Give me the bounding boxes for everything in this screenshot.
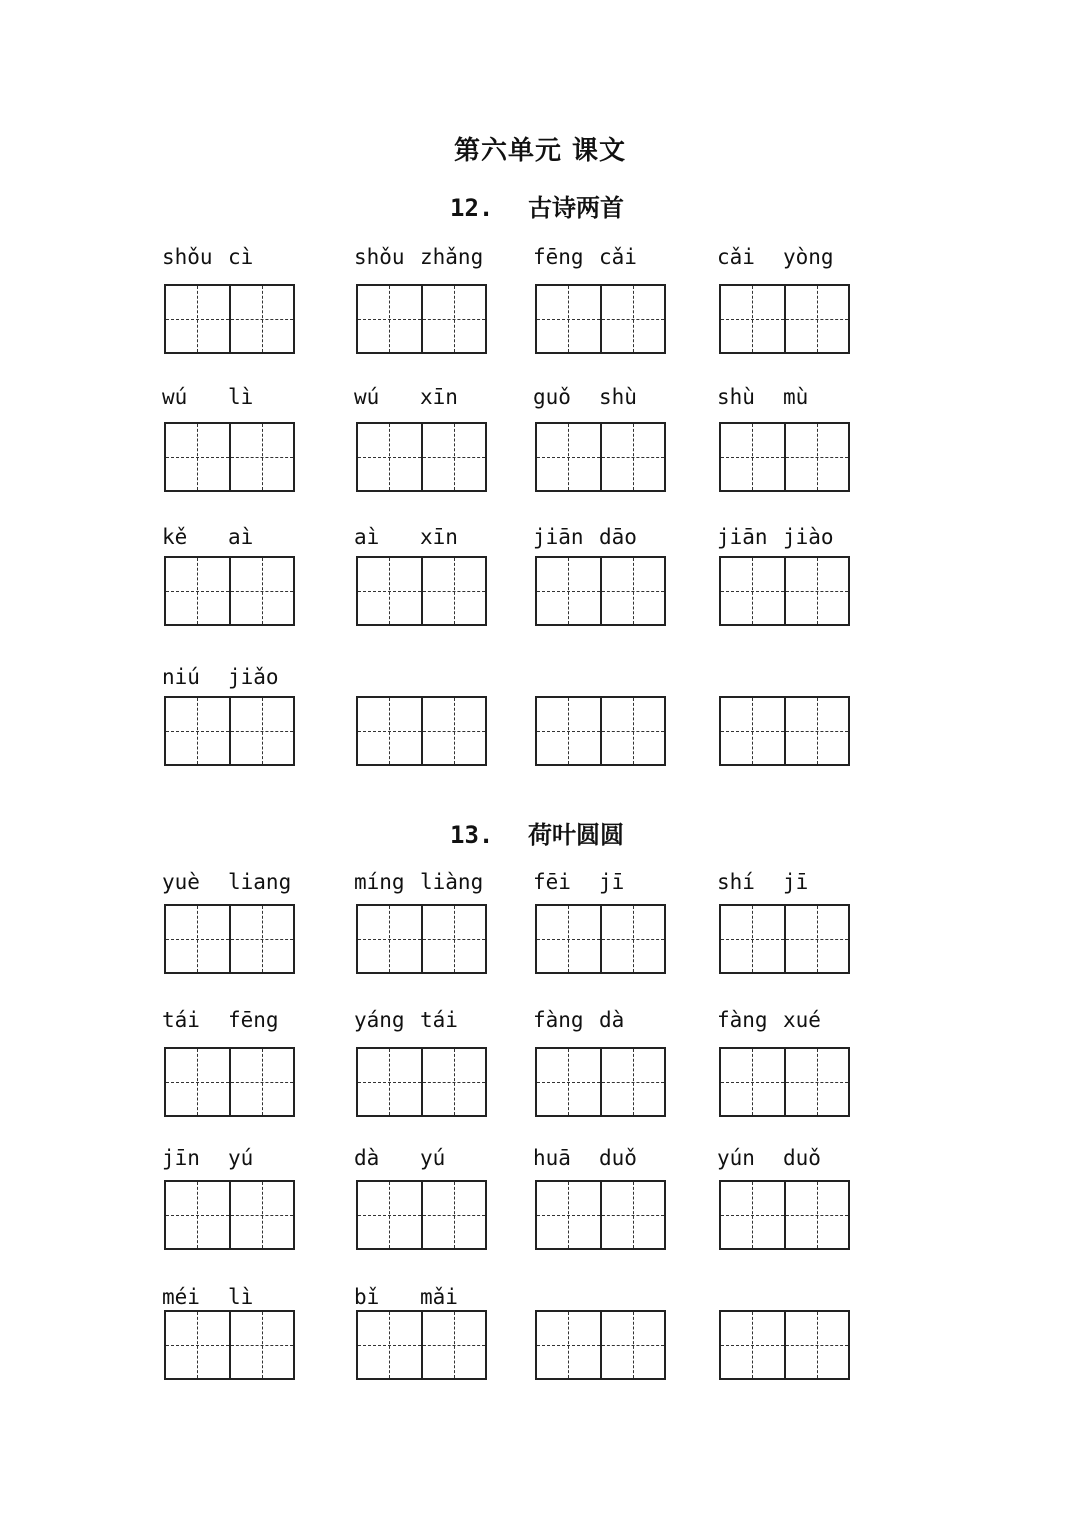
tianzige-box[interactable] — [356, 284, 487, 354]
pinyin-syllable: xīn — [420, 385, 458, 409]
character-cell[interactable] — [166, 1049, 229, 1115]
character-cell[interactable] — [421, 424, 486, 490]
character-cell[interactable] — [421, 286, 486, 352]
pinyin-syllable: yú — [420, 1146, 446, 1170]
character-cell[interactable] — [537, 1049, 600, 1115]
tianzige-box[interactable] — [356, 422, 487, 492]
tianzige-box[interactable] — [164, 556, 295, 626]
lesson-name: 荷叶圆圆 — [528, 821, 624, 849]
character-cell[interactable] — [784, 1312, 849, 1378]
pinyin-syllable: fàng — [717, 1008, 768, 1032]
character-cell[interactable] — [166, 424, 229, 490]
character-cell[interactable] — [421, 698, 486, 764]
character-cell[interactable] — [784, 424, 849, 490]
lesson-12-title — [450, 188, 624, 223]
pinyin-label — [354, 1143, 554, 1173]
tianzige-box[interactable] — [535, 1180, 666, 1250]
pinyin-label — [533, 1282, 733, 1312]
character-cell[interactable] — [358, 286, 421, 352]
character-cell[interactable] — [721, 698, 784, 764]
tianzige-box[interactable] — [164, 1310, 295, 1380]
pinyin-label — [162, 662, 362, 692]
pinyin-syllable: dāo — [599, 525, 637, 549]
pinyin-label — [162, 382, 362, 412]
pinyin-syllable: jiào — [783, 525, 834, 549]
pinyin-syllable: zhǎng — [420, 245, 484, 269]
tianzige-box[interactable] — [535, 696, 666, 766]
pinyin-syllable: duǒ — [599, 1146, 637, 1170]
pinyin-syllable: liang — [228, 870, 292, 894]
character-cell[interactable] — [600, 1049, 665, 1115]
pinyin-syllable: shù — [717, 385, 755, 409]
pinyin-label — [533, 867, 733, 897]
pinyin-syllable: guǒ — [533, 385, 571, 409]
pinyin-syllable: jīn — [162, 1146, 200, 1170]
pinyin-label — [162, 1005, 362, 1035]
pinyin-label — [354, 1282, 554, 1312]
pinyin-syllable: tái — [420, 1008, 458, 1032]
character-cell[interactable] — [721, 558, 784, 624]
character-cell[interactable] — [784, 1049, 849, 1115]
tianzige-box[interactable] — [719, 422, 850, 492]
character-cell[interactable] — [229, 424, 294, 490]
pinyin-label — [354, 382, 554, 412]
pinyin-syllable: huā — [533, 1146, 571, 1170]
character-cell[interactable] — [358, 698, 421, 764]
character-cell[interactable] — [166, 698, 229, 764]
character-cell[interactable] — [358, 906, 421, 972]
character-cell[interactable] — [166, 1182, 229, 1248]
character-cell[interactable] — [421, 1049, 486, 1115]
pinyin-syllable: lì — [228, 1285, 254, 1309]
character-cell[interactable] — [537, 286, 600, 352]
pinyin-syllable: aì — [228, 525, 254, 549]
pinyin-label — [717, 1005, 917, 1035]
character-cell[interactable] — [784, 906, 849, 972]
character-cell[interactable] — [721, 1182, 784, 1248]
character-cell[interactable] — [721, 424, 784, 490]
character-cell[interactable] — [784, 286, 849, 352]
pinyin-syllable: shù — [599, 385, 637, 409]
pinyin-label — [533, 382, 733, 412]
character-cell[interactable] — [600, 558, 665, 624]
character-cell[interactable] — [229, 906, 294, 972]
pinyin-syllable: yú — [228, 1146, 254, 1170]
pinyin-label — [533, 662, 733, 692]
pinyin-label — [717, 242, 917, 272]
tianzige-box[interactable] — [535, 556, 666, 626]
tianzige-box[interactable] — [719, 1047, 850, 1117]
pinyin-syllable: xīn — [420, 525, 458, 549]
pinyin-syllable: fēi — [533, 870, 571, 894]
tianzige-box[interactable] — [356, 904, 487, 974]
tianzige-box[interactable] — [356, 1180, 487, 1250]
character-cell[interactable] — [600, 1312, 665, 1378]
tianzige-box[interactable] — [164, 284, 295, 354]
pinyin-label — [717, 522, 917, 552]
tianzige-box[interactable] — [719, 1180, 850, 1250]
pinyin-syllable: kě — [162, 525, 188, 549]
character-cell[interactable] — [358, 1049, 421, 1115]
character-cell[interactable] — [358, 1312, 421, 1378]
pinyin-label — [162, 522, 362, 552]
character-cell[interactable] — [421, 1182, 486, 1248]
pinyin-syllable: méi — [162, 1285, 200, 1309]
pinyin-syllable: cǎi — [717, 245, 755, 269]
pinyin-label — [717, 662, 917, 692]
pinyin-syllable: xué — [783, 1008, 821, 1032]
character-cell[interactable] — [600, 1182, 665, 1248]
character-cell[interactable] — [229, 1182, 294, 1248]
pinyin-syllable: wú — [354, 385, 380, 409]
pinyin-label — [533, 522, 733, 552]
pinyin-syllable: cǎi — [599, 245, 637, 269]
pinyin-syllable: tái — [162, 1008, 200, 1032]
character-cell[interactable] — [600, 424, 665, 490]
pinyin-syllable: shǒu — [354, 245, 405, 269]
pinyin-syllable: jī — [783, 870, 809, 894]
character-cell[interactable] — [421, 1312, 486, 1378]
character-cell[interactable] — [537, 1182, 600, 1248]
tianzige-box[interactable] — [164, 1047, 295, 1117]
character-cell[interactable] — [421, 906, 486, 972]
pinyin-syllable: mù — [783, 385, 809, 409]
character-cell[interactable] — [229, 698, 294, 764]
pinyin-label — [162, 1282, 362, 1312]
character-cell[interactable] — [537, 698, 600, 764]
character-cell[interactable] — [229, 558, 294, 624]
pinyin-label — [533, 1143, 733, 1173]
lesson-name: 古诗两首 — [528, 194, 624, 222]
character-cell[interactable] — [537, 906, 600, 972]
pinyin-syllable: dà — [599, 1008, 625, 1032]
pinyin-label — [354, 662, 554, 692]
pinyin-label — [717, 1282, 917, 1312]
pinyin-syllable: duǒ — [783, 1146, 821, 1170]
pinyin-syllable: bǐ — [354, 1285, 380, 1309]
pinyin-syllable: shí — [717, 870, 755, 894]
character-cell[interactable] — [358, 424, 421, 490]
character-cell[interactable] — [721, 286, 784, 352]
tianzige-box[interactable] — [719, 284, 850, 354]
character-cell[interactable] — [784, 698, 849, 764]
character-cell[interactable] — [166, 906, 229, 972]
tianzige-box[interactable] — [356, 1047, 487, 1117]
pinyin-syllable: jiān — [717, 525, 768, 549]
character-cell[interactable] — [600, 698, 665, 764]
pinyin-label — [162, 867, 362, 897]
pinyin-label — [533, 1005, 733, 1035]
pinyin-label — [717, 382, 917, 412]
character-cell[interactable] — [784, 1182, 849, 1248]
character-cell[interactable] — [229, 1049, 294, 1115]
tianzige-box[interactable] — [719, 904, 850, 974]
character-cell[interactable] — [537, 558, 600, 624]
tianzige-box[interactable] — [164, 1180, 295, 1250]
pinyin-syllable: cì — [228, 245, 254, 269]
character-cell[interactable] — [166, 1312, 229, 1378]
tianzige-box[interactable] — [535, 1310, 666, 1380]
character-cell[interactable] — [229, 1312, 294, 1378]
pinyin-syllable: yòng — [783, 245, 834, 269]
lesson-number: 12. — [450, 194, 494, 222]
lesson-13-title — [450, 815, 624, 850]
tianzige-box[interactable] — [164, 696, 295, 766]
lesson-number: 13. — [450, 821, 494, 849]
pinyin-syllable: liàng — [420, 870, 484, 894]
tianzige-box[interactable] — [164, 422, 295, 492]
pinyin-syllable: niú — [162, 665, 200, 689]
pinyin-syllable: fēng — [228, 1008, 279, 1032]
unit-title: 第六单元 课文 — [453, 136, 627, 166]
pinyin-syllable: yáng — [354, 1008, 405, 1032]
character-cell[interactable] — [537, 424, 600, 490]
character-cell[interactable] — [358, 558, 421, 624]
pinyin-label — [162, 242, 362, 272]
pinyin-label — [533, 242, 733, 272]
tianzige-box[interactable] — [356, 696, 487, 766]
pinyin-syllable: jiān — [533, 525, 584, 549]
pinyin-label — [354, 1005, 554, 1035]
tianzige-box[interactable] — [719, 696, 850, 766]
pinyin-syllable: fēng — [533, 245, 584, 269]
pinyin-syllable: jī — [599, 870, 625, 894]
character-cell[interactable] — [721, 906, 784, 972]
character-cell[interactable] — [166, 558, 229, 624]
tianzige-box[interactable] — [164, 904, 295, 974]
pinyin-syllable: shǒu — [162, 245, 213, 269]
pinyin-syllable: yuè — [162, 870, 200, 894]
character-cell[interactable] — [537, 1312, 600, 1378]
tianzige-box[interactable] — [719, 1310, 850, 1380]
character-cell[interactable] — [600, 286, 665, 352]
character-cell[interactable] — [166, 286, 229, 352]
character-cell[interactable] — [229, 286, 294, 352]
character-cell[interactable] — [358, 1182, 421, 1248]
tianzige-box[interactable] — [356, 556, 487, 626]
pinyin-syllable: dà — [354, 1146, 380, 1170]
pinyin-label — [354, 867, 554, 897]
character-cell[interactable] — [721, 1312, 784, 1378]
character-cell[interactable] — [784, 558, 849, 624]
character-cell[interactable] — [721, 1049, 784, 1115]
pinyin-syllable: aì — [354, 525, 380, 549]
tianzige-box[interactable] — [535, 1047, 666, 1117]
pinyin-syllable: jiǎo — [228, 665, 279, 689]
pinyin-label — [162, 1143, 362, 1173]
tianzige-box[interactable] — [535, 422, 666, 492]
tianzige-box[interactable] — [535, 284, 666, 354]
pinyin-syllable: míng — [354, 870, 405, 894]
tianzige-box[interactable] — [535, 904, 666, 974]
pinyin-syllable: yún — [717, 1146, 755, 1170]
pinyin-label — [354, 522, 554, 552]
pinyin-syllable: fàng — [533, 1008, 584, 1032]
character-cell[interactable] — [421, 558, 486, 624]
character-cell[interactable] — [600, 906, 665, 972]
pinyin-label — [717, 1143, 917, 1173]
pinyin-syllable: wú — [162, 385, 188, 409]
pinyin-label — [354, 242, 554, 272]
tianzige-box[interactable] — [356, 1310, 487, 1380]
pinyin-syllable: mǎi — [420, 1285, 458, 1309]
pinyin-label — [717, 867, 917, 897]
pinyin-syllable: lì — [228, 385, 254, 409]
tianzige-box[interactable] — [719, 556, 850, 626]
